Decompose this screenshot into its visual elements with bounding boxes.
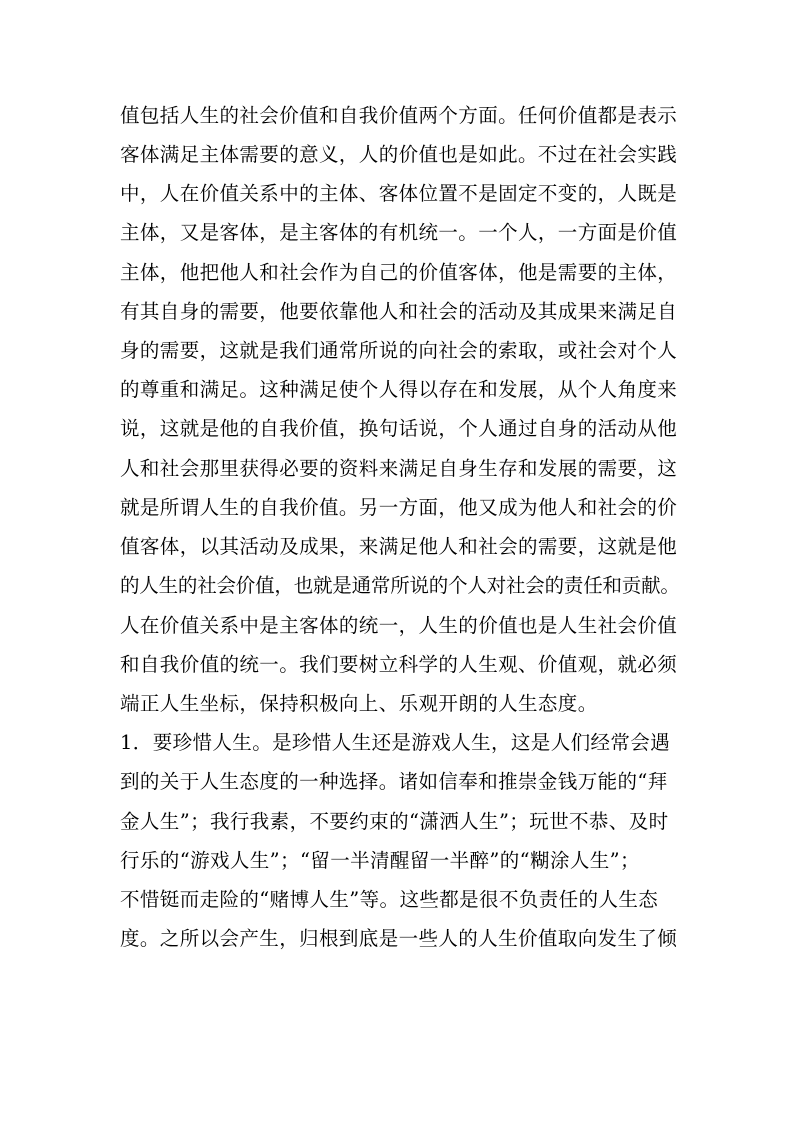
text-line: 行乐的“游戏人生”；“留一半清醒留一半醉”的“糊涂人生”； bbox=[120, 849, 640, 872]
text-line: 值包括人生的社会价值和自我价值两个方面。任何价值都是表示 bbox=[120, 104, 678, 127]
text-line: 有其自身的需要，他要依靠他人和社会的活动及其成果来满足自 bbox=[120, 300, 678, 323]
text-line: 身的需要，这就是我们通常所说的向社会的索取，或社会对个人 bbox=[120, 339, 678, 362]
text-line: 和自我价值的统一。我们要树立科学的人生观、价值观，就必须 bbox=[120, 653, 678, 676]
text-line: 端正人生坐标，保持积极向上、乐观开朗的人生态度。 bbox=[120, 692, 598, 715]
text-line: 说，这就是他的自我价值，换句话说，个人通过自身的活动从他 bbox=[120, 417, 678, 440]
text-line: 度。之所以会产生，归根到底是一些人的人生价值取向发生了倾 bbox=[120, 927, 678, 950]
text-line: 中，人在价值关系中的主体、客体位置不是固定不变的，人既是 bbox=[120, 182, 678, 205]
text-line: 人和社会那里获得必要的资料来满足自身生存和发展的需要，这 bbox=[120, 457, 678, 480]
text-line: 主体，他把他人和社会作为自己的价值客体，他是需要的主体， bbox=[120, 261, 678, 284]
text-line: 到的关于人生态度的一种选择。诸如信奉和推崇金钱万能的“拜 bbox=[120, 770, 668, 793]
text-line: 的人生的社会价值，也就是通常所说的个人对社会的责任和贡献。 bbox=[120, 574, 680, 597]
text-line: 值客体，以其活动及成果，来满足他人和社会的需要，这就是他 bbox=[120, 535, 678, 558]
text-line: 的尊重和满足。这种满足使个人得以存在和发展，从个人角度来 bbox=[120, 378, 678, 401]
text-line: 1．要珍惜人生。是珍惜人生还是游戏人生，这是人们经常会遇 bbox=[120, 731, 671, 754]
text-line: 客体满足主体需要的意义，人的价值也是如此。不过在社会实践 bbox=[120, 143, 678, 166]
text-line: 人在价值关系中是主客体的统一，人生的价值也是人生社会价值 bbox=[120, 614, 678, 637]
text-line: 主体，又是客体，是主客体的有机统一。一个人，一方面是价值 bbox=[120, 221, 678, 244]
text-line: 金人生”；我行我素，不要约束的“潇洒人生”；玩世不恭、及时 bbox=[120, 810, 669, 833]
text-line: 不惜铤而走险的“赌博人生”等。这些都是很不负责任的人生态 bbox=[120, 888, 659, 911]
text-line: 就是所谓人生的自我价值。另一方面，他又成为他人和社会的价 bbox=[120, 496, 678, 519]
